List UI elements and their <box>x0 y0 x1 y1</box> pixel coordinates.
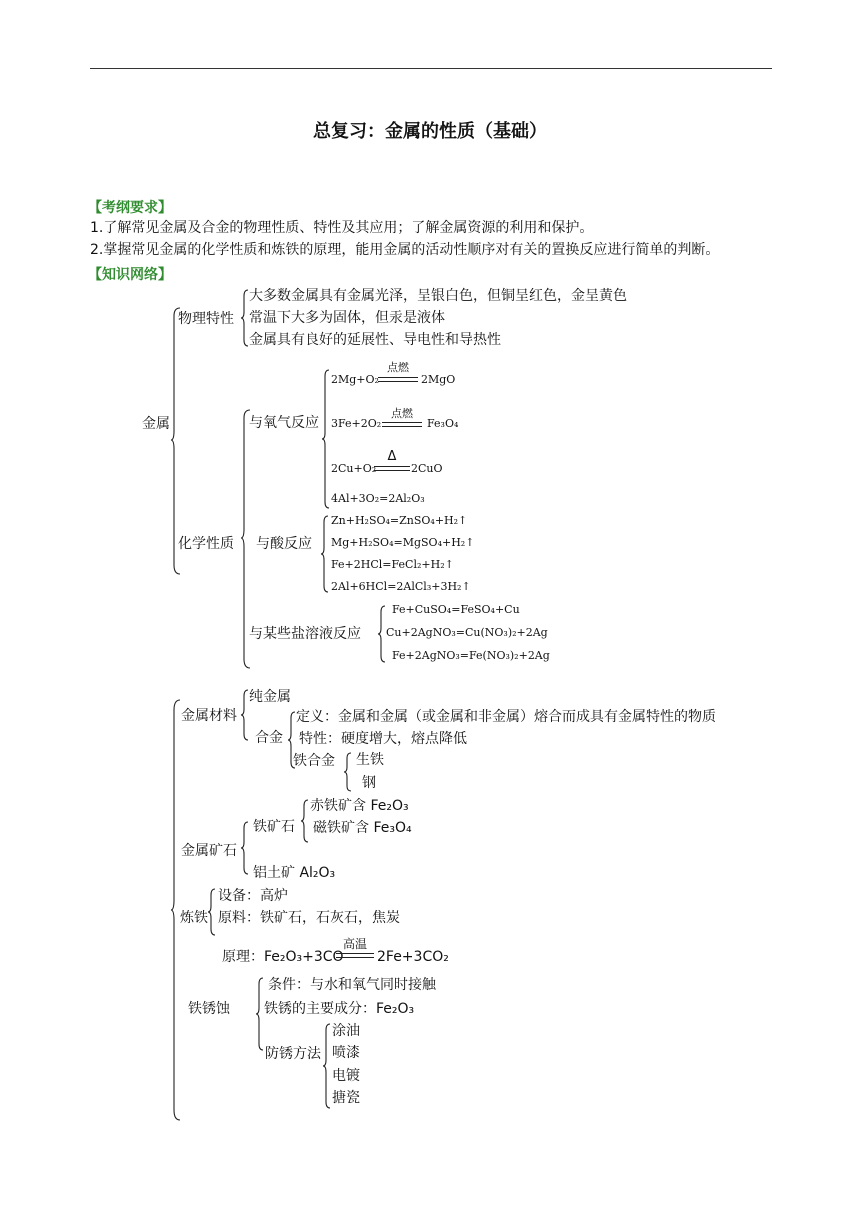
equals-double-line <box>374 466 410 471</box>
alloy-label: 合金 <box>255 730 283 746</box>
reaction-mg-oxygen-left: 2Mg+O₂ <box>331 373 379 386</box>
brace-iron-ore <box>300 798 310 844</box>
acid-reaction: 2Al+6HCl=2AlCl₃+3H₂↑ <box>331 580 471 593</box>
pure-metal-label: 纯金属 <box>249 689 291 705</box>
page-title: 总复习：金属的性质（基础） <box>313 121 547 142</box>
reaction-fe-oxygen-right: Fe₃O₄ <box>427 417 459 430</box>
brace-ores <box>240 820 250 876</box>
prevention-method: 搪瓷 <box>332 1090 360 1106</box>
ironmaking-equipment: 设备：高炉 <box>218 888 288 904</box>
reaction-fe-oxygen-left: 3Fe+2O₂ <box>331 417 382 430</box>
iron-ore-item: 磁铁矿含 Fe₃O₄ <box>313 820 412 836</box>
equals-double-line <box>378 377 418 382</box>
ironmaking-principle: 原理：Fe₂O₃+3CO <box>222 949 344 965</box>
brace-iron-alloy <box>343 751 353 793</box>
rust-prevention-label: 防锈方法 <box>265 1046 321 1062</box>
metal-ores-label: 金属矿石 <box>181 843 237 859</box>
section-heading-requirements: 【考纲要求】 <box>88 200 172 216</box>
brace-prevention <box>322 1022 332 1110</box>
bauxite-label: 铝土矿 Al₂O₃ <box>253 865 336 881</box>
ironmaking-label: 炼铁 <box>180 910 208 926</box>
reaction-mg-oxygen-right: 2MgO <box>421 373 456 386</box>
iron-ore-label: 铁矿石 <box>253 819 295 835</box>
metal-materials-label: 金属材料 <box>181 708 237 724</box>
acid-reaction: Mg+H₂SO₄=MgSO₄+H₂↑ <box>331 536 475 549</box>
reaction-cu-oxygen-left: 2Cu+O₂ <box>331 462 377 475</box>
prevention-method: 喷漆 <box>332 1045 360 1061</box>
physical-item: 金属具有良好的延展性、导电性和导热性 <box>249 332 501 348</box>
acid-reaction: Zn+H₂SO₄=ZnSO₄+H₂↑ <box>331 514 468 527</box>
alloy-property: 特性：硬度增大，熔点降低 <box>299 731 467 747</box>
oxygen-reaction-label: 与氧气反应 <box>249 415 319 431</box>
acid-reaction-label: 与酸反应 <box>256 536 312 552</box>
equals-double-line <box>382 422 422 427</box>
requirement-item: 2.掌握常见金属的化学性质和炼铁的原理，能用金属的活动性顺序对有关的置换反应进行简单的判断。 <box>90 242 720 258</box>
condition-high-temperature: 高温 <box>342 937 367 951</box>
alloy-definition: 定义：金属和金属（或金属和非金属）熔合而成具有金属特性的物质 <box>296 709 716 725</box>
tree-root-metal: 金属 <box>142 416 170 432</box>
salt-reaction-label: 与某些盐溶液反应 <box>249 626 361 642</box>
rust-component: 铁锈的主要成分：Fe₂O₃ <box>264 1001 415 1017</box>
iron-alloy-item: 钢 <box>362 775 376 791</box>
reaction-al-oxygen: 4Al+3O₂=2Al₂O₃ <box>331 492 425 505</box>
acid-reaction: Fe+2HCl=FeCl₂+H₂↑ <box>331 558 454 571</box>
iron-alloy-item: 生铁 <box>356 752 384 768</box>
physical-properties-label: 物理特性 <box>178 311 234 327</box>
requirement-item: 1.了解常见金属及合金的物理性质、特性及其应用；了解金属资源的利用和保护。 <box>90 220 594 236</box>
ironmaking-raw-materials: 原料：铁矿石，石灰石，焦炭 <box>218 910 400 926</box>
ironmaking-principle-product: 2Fe+3CO₂ <box>377 949 449 965</box>
salt-reaction: Cu+2AgNO₃=Cu(NO₃)₂+2Ag <box>386 626 548 639</box>
condition-ignite: 点燃 <box>387 361 409 374</box>
brace-oxygen <box>321 368 331 510</box>
salt-reaction: Fe+CuSO₄=FeSO₄+Cu <box>392 603 520 616</box>
salt-reaction: Fe+2AgNO₃=Fe(NO₃)₂+2Ag <box>392 649 550 662</box>
prevention-method: 涂油 <box>332 1023 360 1039</box>
condition-heat: Δ <box>387 449 397 464</box>
iron-ore-item: 赤铁矿含 Fe₂O₃ <box>310 798 409 814</box>
condition-ignite: 点燃 <box>391 407 413 420</box>
reaction-cu-oxygen-right: 2CuO <box>411 462 443 475</box>
iron-alloy-label: 铁合金 <box>293 753 335 769</box>
iron-corrosion-label: 铁锈蚀 <box>188 1001 230 1017</box>
brace-acid <box>320 514 330 594</box>
physical-item: 常温下大多为固体，但汞是液体 <box>249 310 445 326</box>
chemical-properties-label: 化学性质 <box>178 536 234 552</box>
equals-double-line <box>336 953 374 958</box>
section-heading-knowledge-network: 【知识网络】 <box>88 267 172 283</box>
corrosion-condition: 条件：与水和氧气同时接触 <box>268 977 436 993</box>
prevention-method: 电镀 <box>332 1068 360 1084</box>
header-rule <box>90 68 772 69</box>
brace-ironmaking <box>207 887 217 937</box>
physical-item: 大多数金属具有金属光泽，呈银白色，但铜呈红色，金呈黄色 <box>249 288 627 304</box>
